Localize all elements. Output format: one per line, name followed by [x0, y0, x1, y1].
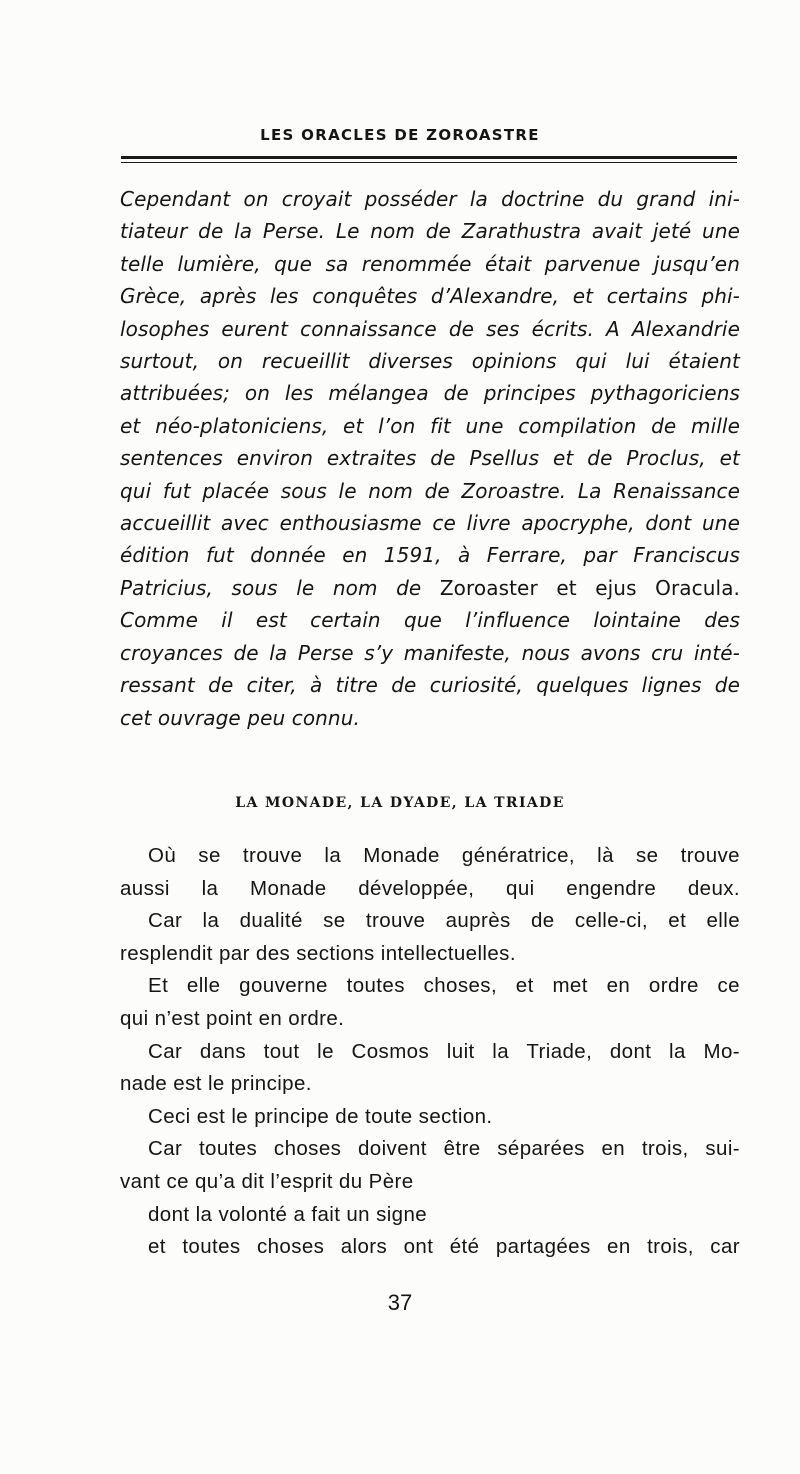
intro-line: ressant de citer, à titre de curiosité, quelques lignes de — [120, 673, 740, 698]
intro-line: sentences environ extraites de Psellus et de Proclus, et — [120, 446, 740, 471]
intro-line: croyances de la Perse s’y manifeste, nous avons cru inté- — [120, 640, 740, 665]
intro-line: édition fut donnée en 1591, à Ferrare, par Franciscus — [120, 543, 740, 568]
intro-line-text: Patricius, sous le nom de — [120, 575, 440, 600]
intro-line: qui fut placée sous le nom de Zoroastre. La Renaissance — [120, 478, 740, 503]
oracle-line: aussi la Monade développée, qui engendre deux. — [120, 876, 740, 900]
intro-paragraph — [120, 183, 740, 734]
section-heading: LA MONADE, LA DYADE, LA TRIADE — [235, 795, 565, 811]
intro-line: cet ouvrage peu connu. — [120, 705, 360, 730]
oracle-line: Car la dualité se trouve auprès de celle-ci, et elle — [148, 909, 740, 933]
oracle-line: Où se trouve la Monade génératrice, là se trouve — [148, 844, 740, 867]
intro-line: attribuées; on les mélangea de principes pythagoriciens — [120, 381, 740, 406]
intro-line: tiateur de la Perse. Le nom de Zarathustra avait jeté une — [120, 219, 740, 244]
intro-line-with-title — [120, 572, 740, 604]
header-rule-thick — [121, 156, 737, 159]
intro-line: et néo-platoniciens, et l’on fit une compilation de mille — [120, 413, 740, 438]
oracle-line: vant ce qu’a dit l’esprit du Père — [120, 1169, 414, 1193]
intro-line: Grèce, après les conquêtes d’Alexandre, et certains phi- — [120, 284, 740, 309]
running-head: LES ORACLES DE ZOROASTRE — [260, 126, 540, 144]
oracle-line: resplendit par des sections intellectuelles. — [120, 941, 516, 965]
book-title: Zoroaster et ejus Oracula. — [439, 575, 741, 600]
intro-line: surtout, on recueillit diverses opinions qui lui étaient — [120, 349, 740, 374]
oracle-line: nade est le principe. — [120, 1072, 312, 1096]
oracle-line: qui n’est point en ordre. — [120, 1006, 345, 1030]
intro-line: Comme il est certain que l’influence lointaine des — [120, 608, 740, 633]
header-rule-thin — [121, 162, 737, 163]
oracle-line: et toutes choses alors ont été partagées en trois, car — [148, 1235, 740, 1259]
oracle-line: Car toutes choses doivent être séparées en trois, sui- — [148, 1137, 740, 1161]
oracle-text — [120, 840, 740, 1264]
intro-line: accueillit avec enthousiasme ce livre apocryphe, dont une — [120, 511, 740, 536]
oracle-line: Et elle gouverne toutes choses, et met en ordre ce — [148, 974, 740, 998]
oracle-line: Ceci est le principe de toute section. — [148, 1104, 493, 1128]
intro-line: losophes eurent connaissance de ses écrits. A Alexandrie — [120, 316, 740, 341]
page-number: 37 — [387, 1290, 413, 1315]
intro-line: telle lumière, que sa renommée était parvenue jusqu’en — [120, 251, 740, 276]
oracle-line: Car dans tout le Cosmos luit la Triade, dont la Mo- — [148, 1039, 740, 1063]
oracle-line: dont la volonté a fait un signe — [148, 1202, 428, 1226]
intro-line: Cependant on croyait posséder la doctrine du grand ini- — [120, 187, 740, 211]
